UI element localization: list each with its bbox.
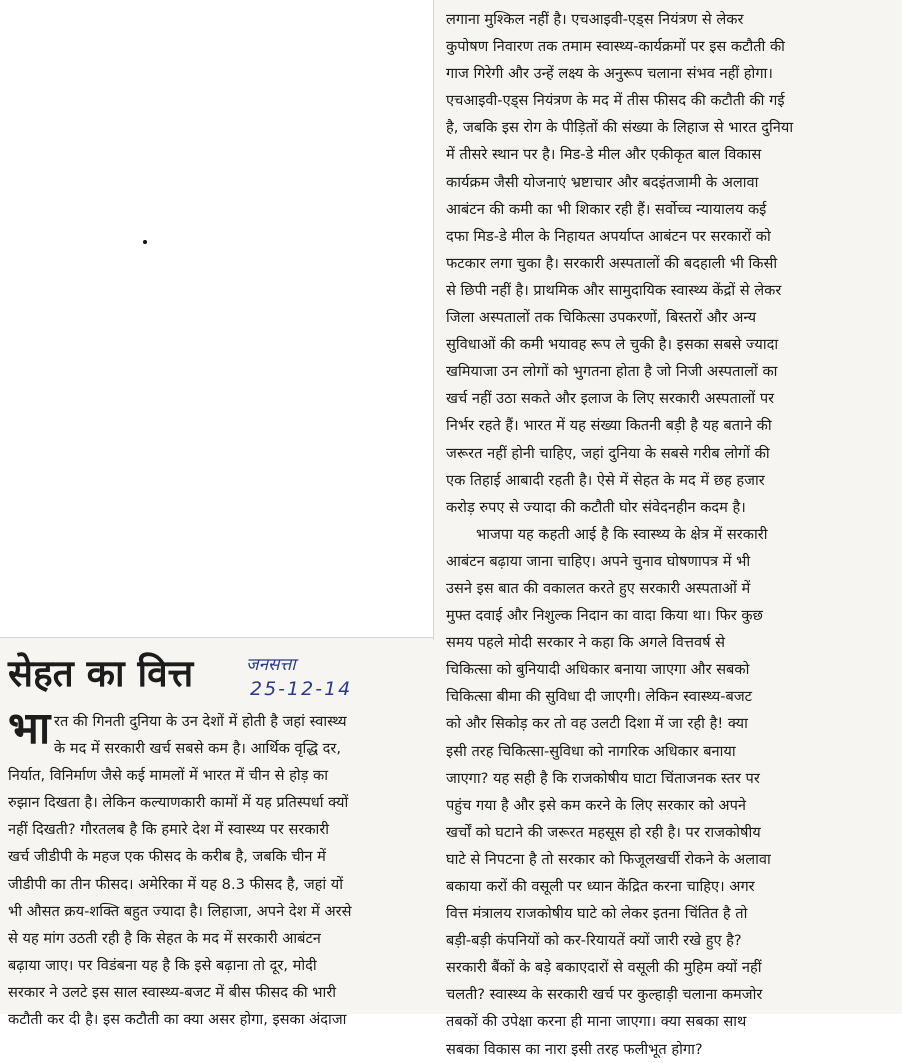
- article-text-line: उसने इस बात की वकालत करते हुए सरकारी अस्पताओं में: [446, 579, 751, 597]
- article-text-line: जाएगा? यह सही है कि राजकोषीय घाटा चिंताजनक स्तर पर: [446, 769, 760, 787]
- article-text-line: सबका विकास का नारा इसी तरह फलीभूत होगा?: [446, 1040, 703, 1058]
- article-text-line: नहीं दिखती? गौरतलब है कि हमारे देश में स्वास्थ्य पर सरकारी: [8, 821, 330, 839]
- article-text-line: आबंटन बढ़ाया जाना चाहिए। अपने चुनाव घोषणापत्र में भी: [446, 552, 751, 570]
- ink-speck: [143, 240, 147, 244]
- article-text-line: से छिपी नहीं है। प्राथमिक और सामुदायिक स्वास्थ्य केंद्रों से लेकर: [446, 281, 782, 299]
- article-text-line: जरूरत नहीं होनी चाहिए, जहां दुनिया के सबसे गरीब लोगों की: [446, 444, 770, 462]
- article-text-line: समय पहले मोदी सरकार ने कहा कि अगले वित्तवर्ष से: [446, 634, 726, 652]
- article-text-line: निर्भर रहते हैं। भारत में यह संख्या कितनी बड़ी है यह बताने की: [446, 417, 772, 435]
- article-text-line: बड़ी-बड़ी कंपनियों को कर-रियायतें क्यों जारी रखे हुए है?: [446, 932, 742, 950]
- article-title: सेहत का वित्त: [8, 652, 194, 695]
- article-text-line: फटकार लगा चुका है। सरकारी अस्पतालों की बदहाली भी किसी: [446, 254, 778, 272]
- article-text-line: बढ़ाया जाए। पर विडंबना यह है कि इसे बढ़ाना तो दूर, मोदी: [8, 956, 317, 974]
- article-text-line: एक तिहाई आबादी रहती है। ऐसे में सेहत के मद में छह हजार: [446, 471, 765, 489]
- article-text-line: बकाया करों की वसूली पर ध्यान केंद्रित करना चाहिए। अगर: [446, 878, 755, 895]
- article-text-line: दफा मिड-डे मील के निहायत अपर्याप्त आबंटन पर सरकारों को: [446, 227, 771, 245]
- article-text-line: एचआइवी-एड्स नियंत्रण के मद में तीस फीसद की कटौती की गई: [446, 92, 785, 110]
- article-text-line: जीडीपी का तीन फीसद। अमेरिका में यह 8.3 फीसद है, जहां यों: [8, 875, 344, 893]
- handwritten-source-note: जनसत्ता: [246, 655, 296, 675]
- article-text-line: खर्च जीडीपी के महज एक फीसद के करीब है, जबकि चीन में: [8, 848, 326, 866]
- article-dropcap: भा: [8, 703, 51, 754]
- article-text-line: तबकों की उपेक्षा करना ही माना जाएगा। क्या सबका साथ: [446, 1013, 747, 1031]
- article-text-line: निर्यात, विनिर्माण जैसे कई मामलों में भारत में चीन से होड़ का: [8, 767, 329, 785]
- article-text-line: जिला अस्पतालों तक चिकित्सा उपकरणों, बिस्तरों और अन्य: [446, 309, 757, 327]
- article-left-column: [8, 708, 440, 1033]
- article-text-line: कटौती कर दी है। इस कटौती का क्या असर होगा, इसका अंदाजा: [8, 1011, 347, 1029]
- handwritten-date-note: 25-12-14: [250, 678, 353, 700]
- article-text-line: भी औसत क्रय-शक्ति बहुत ज्यादा है। लिहाजा, अपने देश में अरसे: [8, 902, 352, 920]
- article-text-line: गाज गिरेगी और उन्हें लक्ष्य के अनुरूप चलाना संभव नहीं होगा।: [446, 65, 773, 83]
- article-text-line: भाजपा यह कहती आई है कि स्वास्थ्य के क्षेत्र में सरकारी: [476, 525, 768, 543]
- article-text-line: घाटे से निपटना है तो सरकार को फिजूलखर्ची रोकने के अलावा: [446, 850, 771, 868]
- article-right-column: [446, 6, 898, 1063]
- article-text-line: खर्च नहीं उठा सकते और इलाज के लिए सरकारी अस्पतालों पर: [446, 390, 775, 408]
- article-text-line: चिकित्सा को बुनियादी अधिकार बनाया जाएगा और सबको: [446, 661, 750, 679]
- article-text-line: कुपोषण निवारण तक तमाम स्वास्थ्य-कार्यक्रमों पर इस कटौती की: [446, 38, 785, 56]
- article-text-line: आबंटन की कमी का भी शिकार रही हैं। सर्वोच्च न्यायालय कई: [446, 200, 767, 218]
- article-text-line: रत की गिनती दुनिया के उन देशों में होती है जहां स्वास्थ्य: [54, 713, 347, 730]
- article-text-line: चिकित्सा बीमा की सुविधा दी जाएगी। लेकिन स्वास्थ्य-बजट: [446, 688, 753, 706]
- article-text-line: वित्त मंत्रालय राजकोषीय घाटे को लेकर इतना चिंतित है तो: [446, 905, 748, 923]
- clipping-edge: [0, 637, 434, 638]
- article-text-line: है, जबकि इस रोग के पीड़ितों की संख्या के लिहाज से भारत दुनिया: [446, 119, 794, 137]
- article-text-line: खर्चों को घटाने की जरूरत महसूस हो रही है। पर राजकोषीय: [446, 823, 761, 841]
- article-text-line: सरकार ने उलटे इस साल स्वास्थ्य-बजट में बीस फीसद की भारी: [8, 983, 337, 1001]
- article-text-line: सुविधाओं की कमी भयावह रूप ले चुकी है। इसका सबसे ज्यादा: [446, 336, 779, 354]
- article-text-line: में तीसरे स्थान पर है। मिड-डे मील और एकीकृत बाल विकास: [446, 146, 762, 164]
- article-text-line: चलती? स्वास्थ्य के सरकारी खर्च पर कुल्हाड़ी चलाना कमजोर: [446, 986, 763, 1004]
- article-text-line: खमियाजा उन लोगों को भुगतना होता है जो निजी अस्पतालों का: [446, 363, 778, 381]
- article-text-line: के मद में सरकारी खर्च सबसे कम है। आर्थिक वृद्धि दर,: [54, 740, 341, 758]
- article-text-line: करोड़ रुपए से ज्यादा की कटौती घोर संवेदनहीन कदम है।: [446, 498, 746, 516]
- article-text-line: रुझान दिखता है। लेकिन कल्याणकारी कामों में यह प्रतिस्पर्धा क्यों: [8, 794, 349, 812]
- clipping-edge: [433, 0, 434, 640]
- article-text-line: से यह मांग उठती रही है कि सेहत के मद में सरकारी आबंटन: [8, 929, 321, 947]
- article-text-line: को और सिकोड़ कर तो वह उलटी दिशा में जा रही है! क्या: [446, 715, 748, 733]
- article-text-line: कार्यक्रम जैसी योजनाएं भ्रष्टाचार और बदइंतजामी के अलावा: [446, 173, 759, 191]
- article-text-line: लगाना मुश्किल नहीं है। एचआइवी-एड्स नियंत्रण से लेकर: [446, 11, 744, 28]
- article-text-line: पहुंच गया है और इसे कम करने के लिए सरकार को अपने: [446, 796, 746, 814]
- article-text-line: मुफ्त दवाई और निशुल्क निदान का वादा किया था। फिर कुछ: [446, 607, 763, 625]
- article-text-line: इसी तरह चिकित्सा-सुविधा को नागरिक अधिकार बनाया: [446, 742, 736, 760]
- article-text-line: सरकारी बैंकों के बड़े बकाएदारों से वसूली की मुहिम क्यों नहीं: [446, 959, 762, 977]
